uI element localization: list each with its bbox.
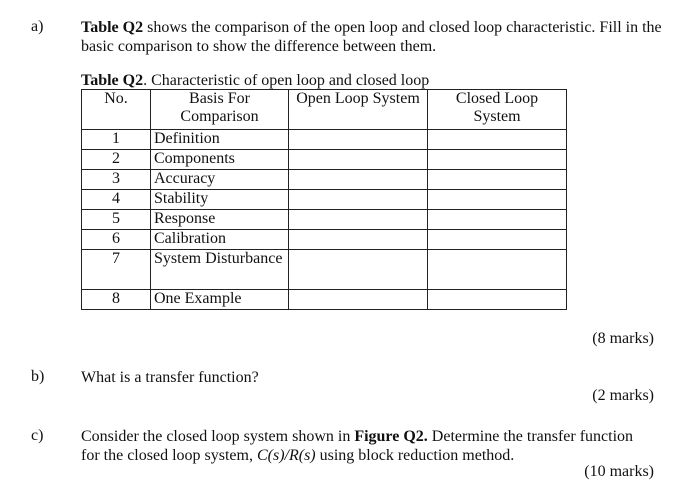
row-basis: Stability <box>151 190 289 210</box>
table-row <box>82 210 567 230</box>
question-c-figure-ref: Figure Q2. <box>354 428 428 445</box>
table-row <box>82 290 567 310</box>
question-b-label: b) <box>31 368 45 385</box>
header-open-loop: Open Loop System <box>289 90 428 130</box>
row-number: 4 <box>82 190 151 210</box>
table-caption-text: . Characteristic of open loop and closed loop <box>143 72 430 89</box>
row-number: 8 <box>82 290 151 310</box>
row-basis: Calibration <box>151 230 289 250</box>
open-loop-cell[interactable] <box>289 190 428 210</box>
closed-loop-cell[interactable] <box>428 210 567 230</box>
row-number: 2 <box>82 150 151 170</box>
question-a-label: a) <box>31 18 44 35</box>
table-header-row <box>82 90 567 130</box>
open-loop-cell[interactable] <box>289 250 428 290</box>
closed-loop-cell[interactable] <box>428 250 567 290</box>
header-closed-loop: Closed Loop System <box>428 90 567 130</box>
table-caption-ref: Table Q2 <box>81 72 144 89</box>
question-a-table-ref: Table Q2 <box>81 19 144 36</box>
question-c-text <box>81 427 641 465</box>
row-number: 6 <box>82 230 151 250</box>
row-number: 5 <box>82 210 151 230</box>
table-row <box>82 150 567 170</box>
closed-loop-cell[interactable] <box>428 290 567 310</box>
header-basis: Basis For Comparison <box>151 90 289 130</box>
table-row <box>82 130 567 150</box>
open-loop-cell[interactable] <box>289 290 428 310</box>
open-loop-cell[interactable] <box>289 230 428 250</box>
marks-b: (2 marks) <box>592 387 654 404</box>
row-basis: Components <box>151 150 289 170</box>
question-c-text-2: Determine the transfer function for the closed loop system, <box>81 428 634 464</box>
row-basis: Response <box>151 210 289 230</box>
marks-a: (8 marks) <box>592 330 654 347</box>
question-a-body: shows the comparison of the open loop and closed loop characteristic. Fill in the basic comparison to show the difference between them. <box>81 19 662 55</box>
marks-c: (10 marks) <box>584 463 654 480</box>
closed-loop-cell[interactable] <box>428 150 567 170</box>
question-c-expression: C(s)/R(s) <box>256 447 316 464</box>
question-a-text <box>81 18 671 56</box>
header-no: No. <box>82 90 151 130</box>
table-row <box>82 190 567 210</box>
table-row <box>82 170 567 190</box>
row-basis: System Disturbance <box>151 250 289 290</box>
table-row <box>82 230 567 250</box>
row-number: 3 <box>82 170 151 190</box>
table-row <box>82 250 567 290</box>
open-loop-cell[interactable] <box>289 170 428 190</box>
question-c-label: c) <box>31 427 44 444</box>
comparison-table <box>81 89 567 310</box>
row-basis: Definition <box>151 130 289 150</box>
open-loop-cell[interactable] <box>289 130 428 150</box>
row-basis: One Example <box>151 290 289 310</box>
table-caption <box>81 72 429 90</box>
closed-loop-cell[interactable] <box>428 230 567 250</box>
open-loop-cell[interactable] <box>289 210 428 230</box>
closed-loop-cell[interactable] <box>428 130 567 150</box>
row-basis: Accuracy <box>151 170 289 190</box>
open-loop-cell[interactable] <box>289 150 428 170</box>
question-c-text-3: using block reduction method. <box>315 447 515 464</box>
question-b-text: What is a transfer function? <box>81 369 259 386</box>
question-c-text-1: Consider the closed loop system shown in <box>81 428 355 445</box>
row-number: 7 <box>82 250 151 290</box>
closed-loop-cell[interactable] <box>428 170 567 190</box>
closed-loop-cell[interactable] <box>428 190 567 210</box>
row-number: 1 <box>82 130 151 150</box>
